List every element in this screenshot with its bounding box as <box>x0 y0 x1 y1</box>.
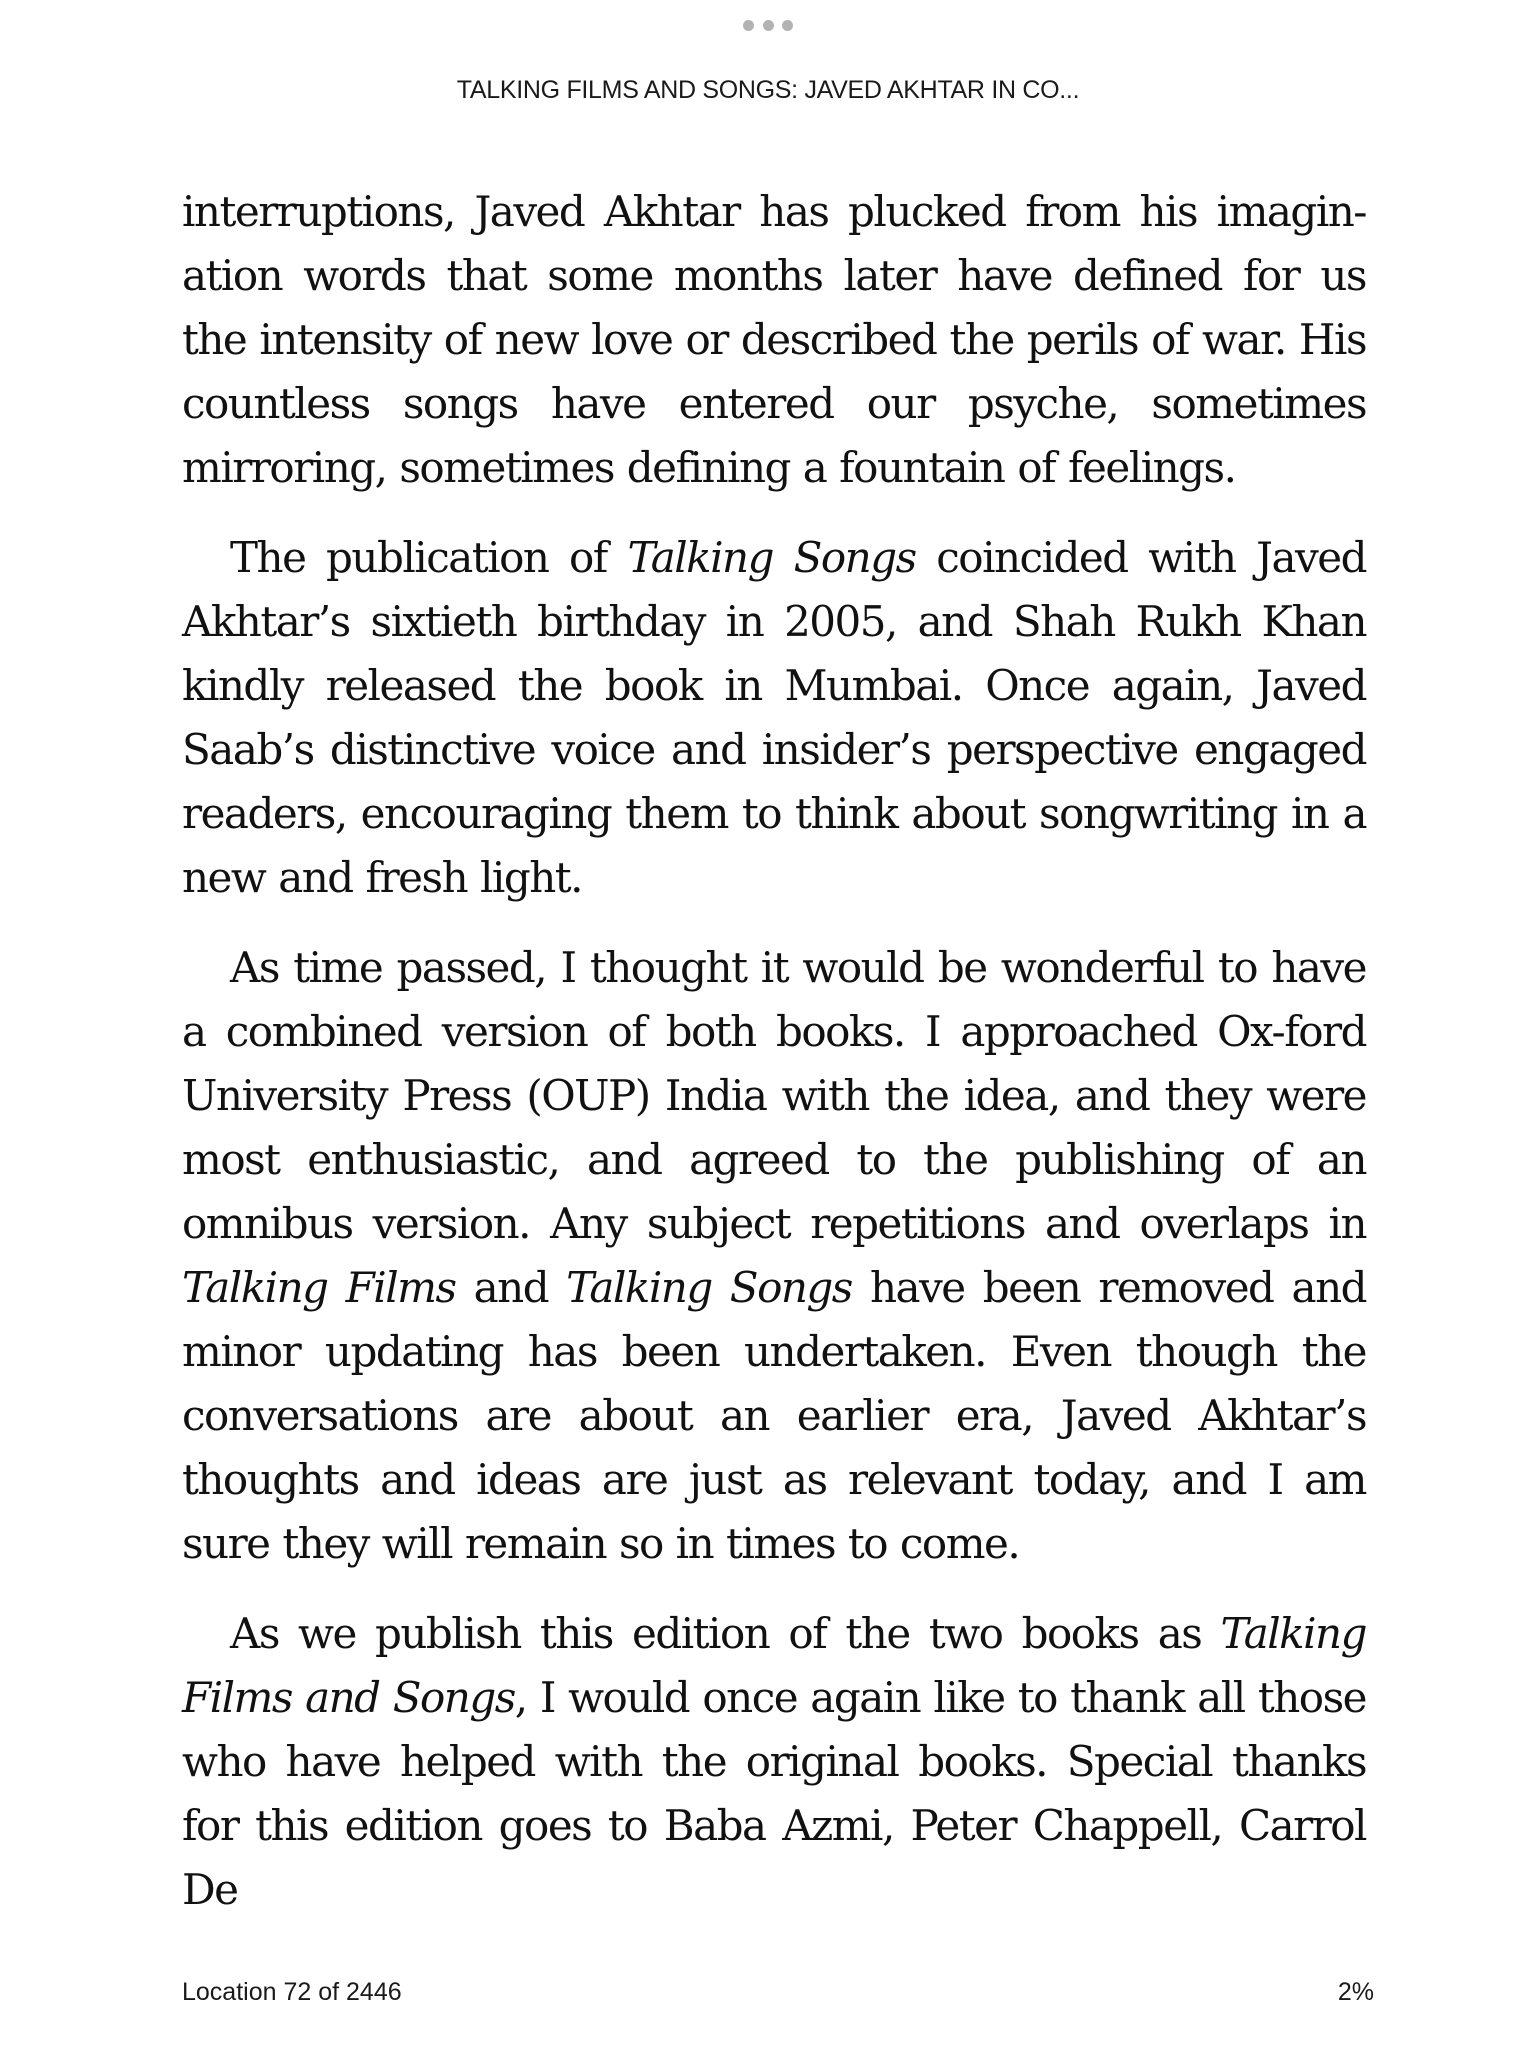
book-title-italic: Talking Films <box>182 1263 456 1312</box>
paragraph <box>182 180 1366 500</box>
text-run: As we publish this edition of the two books as <box>230 1609 1221 1658</box>
dot <box>763 20 774 31</box>
page-text[interactable] <box>182 180 1366 1948</box>
dot <box>782 20 793 31</box>
text-run: , I would once again like to thank all those who have helped with the original books. Special thanks for this edition goes to Baba Azmi, Peter Chappell, Carrol De <box>182 1673 1366 1914</box>
paragraph <box>182 936 1366 1576</box>
text-run: have been removed and minor updating has been undertaken. Even though the conversations are about an earlier era, Javed Akhtar’s thoughts and ideas are just as relevant today, and I am sure they will remain so in times to come. <box>182 1263 1366 1568</box>
text-run: The publication of <box>230 533 628 582</box>
book-title-italic: Talking Films and Songs <box>182 1609 1366 1722</box>
dot <box>743 20 754 31</box>
text-run: coincided with Javed Akhtar’s sixtieth birthday in 2005, and Shah Rukh Khan kindly released the book in Mumbai. Once again, Javed Saab’s distinctive voice and insider’s perspective engaged readers, encouraging them to think about songwriting in a new and fresh light. <box>182 533 1366 902</box>
more-options-icon[interactable] <box>743 14 793 36</box>
book-title-italic: Talking Songs <box>566 1263 852 1312</box>
location-indicator[interactable]: Location 72 of 2446 <box>182 1978 402 2006</box>
book-title-italic: Talking Songs <box>627 533 916 582</box>
progress-percent: 2% <box>1337 1978 1374 2006</box>
book-title[interactable]: TALKING FILMS AND SONGS: JAVED AKHTAR IN CO... <box>456 76 1080 104</box>
paragraph <box>182 1602 1366 1922</box>
text-run: interruptions, Javed Akhtar has plucked from his imagin-ation words that some months later have defined for us the intensity of new love or described the perils of war. His countless songs have entered our psyche, sometimes mirroring, sometimes defining a fountain of feelings. <box>182 187 1366 492</box>
paragraph <box>182 526 1366 910</box>
text-run: and <box>455 1263 567 1312</box>
text-run: As time passed, I thought it would be wonderful to have a combined version of both books. I approached Ox-ford University Press (OUP) India with the idea, and they were most enthusiastic, and agreed to the publishing of an omnibus version. Any subject repetitions and overlaps in <box>182 943 1366 1248</box>
